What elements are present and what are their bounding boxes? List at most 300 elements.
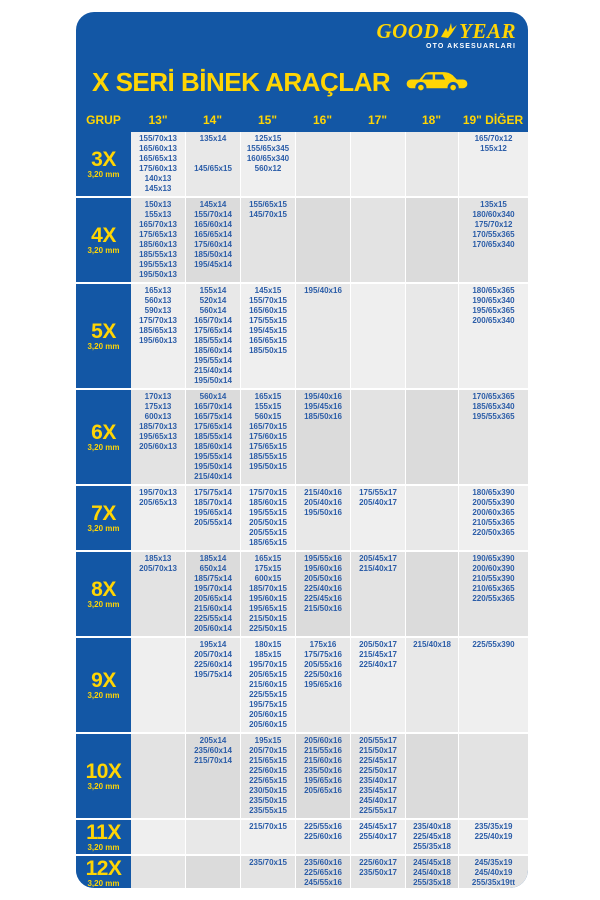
tire-size: 185/55x13 xyxy=(139,250,177,259)
group-thickness: 3,20 mm xyxy=(87,341,120,351)
tire-size: 215/70x15 xyxy=(249,822,287,831)
group-thickness: 3,20 mm xyxy=(87,442,120,452)
tire-size: 165/70x12 xyxy=(474,134,513,143)
tire-size: 165/65x14 xyxy=(194,230,232,239)
tire-size: 195/40x16 xyxy=(304,392,342,401)
size-cell-11x-col13 xyxy=(131,820,185,854)
size-cell-7x-col15 xyxy=(240,486,295,550)
size-cell-7x-col13 xyxy=(131,486,185,550)
tire-size: 195/65x13 xyxy=(139,432,177,441)
tire-size: 185/60x15 xyxy=(249,498,287,507)
tire-size: 205/70x15 xyxy=(249,746,287,755)
tire-size: 145/70x15 xyxy=(249,210,287,219)
tire-size: 185x13 xyxy=(144,554,172,563)
size-cell-11x-col16 xyxy=(295,820,350,854)
size-cell-4x-col15 xyxy=(240,198,295,282)
tire-size: 145x13 xyxy=(144,184,172,193)
tire-size: 225/50x17 xyxy=(359,766,397,775)
tire-size: 205/45x17 xyxy=(359,554,397,563)
size-cell-5x-col15 xyxy=(240,284,295,388)
size-cell-10x-col13 xyxy=(131,734,185,818)
column-header-16: 16" xyxy=(312,113,333,127)
size-cell-3x-col19 xyxy=(458,132,528,196)
group-label-6x xyxy=(76,390,131,484)
tire-size: 185/50x14 xyxy=(194,250,232,259)
tire-size: 225/60x15 xyxy=(249,766,287,775)
size-cell-8x-col13 xyxy=(131,552,185,636)
chart-card xyxy=(76,12,528,888)
size-cell-10x-col14 xyxy=(185,734,240,818)
page-title: X SERİ BİNEK ARAÇLAR xyxy=(92,67,391,97)
tire-size xyxy=(186,144,240,154)
tire-size: 185/65x340 xyxy=(472,402,515,411)
tire-size: 245/45x17 xyxy=(359,822,397,831)
tire-size: 170/65x340 xyxy=(472,240,515,249)
tire-size: 170x13 xyxy=(144,392,172,401)
tire-size: 235/60x16 xyxy=(304,858,342,867)
size-cell-10x-col18 xyxy=(405,734,458,818)
size-cell-6x-col18 xyxy=(405,390,458,484)
tire-size: 220/55x365 xyxy=(472,594,515,603)
tire-size: 195/60x15 xyxy=(249,594,287,603)
tire-size: 195/65x16 xyxy=(304,680,342,689)
tire-size: 155x15 xyxy=(254,402,282,411)
tire-size: 255/35x18 xyxy=(413,842,451,851)
tire-size: 180/65x390 xyxy=(472,488,515,497)
tire-size: 175/55x15 xyxy=(249,316,287,325)
size-cell-8x-col15 xyxy=(240,552,295,636)
tire-size: 165/70x13 xyxy=(139,220,177,229)
tire-size: 185/65x13 xyxy=(139,326,177,335)
size-cell-8x-col14 xyxy=(185,552,240,636)
size-cell-8x-col19 xyxy=(458,552,528,636)
size-cell-6x-col14 xyxy=(185,390,240,484)
group-label-11x xyxy=(76,820,131,854)
tire-size: 195/50x15 xyxy=(249,462,287,471)
size-cell-10x-col16 xyxy=(295,734,350,818)
size-cell-6x-col13 xyxy=(131,390,185,484)
size-cell-5x-col18 xyxy=(405,284,458,388)
group-thickness: 3,20 mm xyxy=(87,878,120,888)
size-cell-11x-col17 xyxy=(350,820,405,854)
group-name: 11X xyxy=(86,820,121,844)
size-cell-11x-col14 xyxy=(185,820,240,854)
tire-size: 175/70x13 xyxy=(139,316,177,325)
size-table xyxy=(76,108,528,888)
tire-size: 225/40x19 xyxy=(474,832,513,841)
size-cell-10x-col17 xyxy=(350,734,405,818)
tire-size: 185/50x15 xyxy=(249,346,287,355)
tire-size: 205/50x17 xyxy=(359,640,397,649)
tire-size: 160/65x340 xyxy=(246,154,290,163)
size-cell-9x-col18 xyxy=(405,638,458,732)
tire-size: 195/55x14 xyxy=(194,356,232,365)
tire-size: 195/60x13 xyxy=(139,336,177,345)
tire-size: 215/60x15 xyxy=(249,680,287,689)
table-row-3x xyxy=(76,132,528,198)
tire-size: 200/60x365 xyxy=(472,508,515,517)
tire-size: 185/70x13 xyxy=(139,422,177,431)
tire-size: 235/70x15 xyxy=(249,858,287,867)
table-header-row xyxy=(76,108,528,132)
size-cell-4x-col16 xyxy=(295,198,350,282)
size-cell-5x-col19 xyxy=(458,284,528,388)
tire-size: 235/35x19 xyxy=(474,822,513,831)
tire-size: 145x14 xyxy=(199,200,227,209)
tire-size: 155/70x15 xyxy=(249,296,287,305)
tire-size: 175/60x15 xyxy=(249,432,287,441)
table-row-10x xyxy=(76,734,528,820)
tire-size: 225/40x16 xyxy=(304,584,342,593)
size-cell-5x-col14 xyxy=(185,284,240,388)
tire-size: 185/60x13 xyxy=(139,240,177,249)
tire-size: 560x13 xyxy=(144,296,172,305)
size-cell-12x-col13 xyxy=(131,856,185,888)
tire-size: 215/60x16 xyxy=(304,756,342,765)
size-cell-12x-col15 xyxy=(240,856,295,888)
tire-size: 195x15 xyxy=(254,736,282,745)
size-cell-8x-col17 xyxy=(350,552,405,636)
group-thickness: 3,20 mm xyxy=(87,690,120,700)
tire-size: 175/75x14 xyxy=(194,488,232,497)
tire-size: 140x13 xyxy=(144,174,172,183)
tire-size: 175/70x12 xyxy=(474,220,513,229)
group-thickness: 3,20 mm xyxy=(87,523,120,533)
tire-size: 520x14 xyxy=(199,296,227,305)
tire-size: 195/50x14 xyxy=(194,462,232,471)
tire-size: 205/70x14 xyxy=(194,650,232,659)
tire-size: 200/55x390 xyxy=(472,498,515,507)
tire-size: 155x13 xyxy=(144,210,172,219)
tire-size: 200/65x340 xyxy=(472,316,515,325)
size-cell-5x-col17 xyxy=(350,284,405,388)
tire-size: 165x13 xyxy=(144,286,172,295)
tire-size: 225/55x16 xyxy=(304,822,342,831)
table-row-4x xyxy=(76,198,528,284)
tire-size: 205/40x16 xyxy=(304,498,342,507)
tire-size: 125x15 xyxy=(254,134,282,143)
tire-size: 195/55x15 xyxy=(249,508,287,517)
tire-size: 195/50x14 xyxy=(194,376,232,385)
tire-size: 215/55x16 xyxy=(304,746,342,755)
tire-size: 175x15 xyxy=(254,564,282,573)
tire-size: 155x12 xyxy=(480,144,507,153)
header xyxy=(76,12,528,108)
tire-size: 225/45x18 xyxy=(413,832,451,841)
tire-size: 255/35x18 xyxy=(413,878,451,887)
tire-size: 235/40x18 xyxy=(413,822,451,831)
tire-size: 600x15 xyxy=(254,574,282,583)
group-thickness: 3,20 mm xyxy=(87,599,120,609)
size-cell-4x-col14 xyxy=(185,198,240,282)
tire-size: 155/65x345 xyxy=(246,144,290,153)
tire-size: 165/60x13 xyxy=(139,144,177,153)
tire-size: 175/65x14 xyxy=(194,422,232,431)
tire-size: 245/40x19 xyxy=(474,868,513,877)
tire-size: 175/75x16 xyxy=(304,650,342,659)
group-label-5x xyxy=(76,284,131,388)
tire-size: 560x14 xyxy=(199,306,227,315)
tire-size: 235/50x15 xyxy=(249,796,287,805)
logo-text-year: YEAR xyxy=(459,19,516,43)
table-row-8x xyxy=(76,552,528,638)
size-cell-11x-col15 xyxy=(240,820,295,854)
tire-size: 590x13 xyxy=(144,306,172,315)
size-cell-9x-col16 xyxy=(295,638,350,732)
size-cell-3x-col14 xyxy=(185,132,240,196)
group-name: 8X xyxy=(91,577,116,601)
tire-size: 190/65x390 xyxy=(472,554,515,563)
size-cell-10x-col19 xyxy=(458,734,528,818)
group-thickness: 3,20 mm xyxy=(87,842,120,852)
tire-size: 205/65x14 xyxy=(194,594,232,603)
group-label-7x xyxy=(76,486,131,550)
tire-size: 205/55x17 xyxy=(359,736,397,745)
tire-size: 175/55x17 xyxy=(359,488,397,497)
tire-size: 225/60x14 xyxy=(194,660,232,669)
size-cell-3x-col13 xyxy=(131,132,185,196)
group-label-10x xyxy=(76,734,131,818)
table-row-7x xyxy=(76,486,528,552)
size-cell-12x-col17 xyxy=(350,856,405,888)
tire-size: 175/65x15 xyxy=(249,442,287,451)
tire-size: 225/55x15 xyxy=(249,690,287,699)
tire-size: 165/75x14 xyxy=(194,412,232,421)
tire-size: 235/55x15 xyxy=(249,806,287,815)
tire-size: 185/55x15 xyxy=(249,452,287,461)
tire-size: 225/45x17 xyxy=(359,756,397,765)
tire-size: 195/65x15 xyxy=(249,604,287,613)
table-row-6x xyxy=(76,390,528,486)
tire-size: 255/40x17 xyxy=(359,832,397,841)
tire-size: 195/55x14 xyxy=(194,452,232,461)
tire-size: 145x15 xyxy=(254,286,282,295)
tire-size: 215/40x14 xyxy=(194,366,232,375)
size-cell-7x-col18 xyxy=(405,486,458,550)
tire-size: 205/65x15 xyxy=(249,670,287,679)
size-cell-7x-col19 xyxy=(458,486,528,550)
tire-size: 135x15 xyxy=(480,200,507,209)
tire-size: 225/65x15 xyxy=(249,776,287,785)
tire-size: 205/55x15 xyxy=(249,528,287,537)
tire-size: 215/40x14 xyxy=(194,472,232,481)
tire-size: 600x13 xyxy=(144,412,172,421)
tire-size: 195/75x14 xyxy=(194,670,232,679)
size-cell-6x-col19 xyxy=(458,390,528,484)
tire-size: 195/55x13 xyxy=(139,260,177,269)
tire-size: 215/45x17 xyxy=(359,650,397,659)
size-cell-7x-col16 xyxy=(295,486,350,550)
tire-size: 245/45x18 xyxy=(413,858,451,867)
group-label-4x xyxy=(76,198,131,282)
tire-size: 255/35x19tt xyxy=(471,878,516,887)
size-cell-9x-col17 xyxy=(350,638,405,732)
tire-size xyxy=(186,154,240,164)
tire-size: 215/40x17 xyxy=(359,564,397,573)
tire-size: 185/65x15 xyxy=(249,538,287,547)
tire-size: 175x16 xyxy=(309,640,337,649)
tire-size: 175/60x13 xyxy=(139,164,177,173)
size-cell-9x-col15 xyxy=(240,638,295,732)
tire-size: 185/60x14 xyxy=(194,442,232,451)
tire-size: 195x14 xyxy=(199,640,227,649)
group-name: 10X xyxy=(85,759,122,783)
goodyear-wingfoot-icon xyxy=(439,22,459,40)
size-cell-3x-col16 xyxy=(295,132,350,196)
size-cell-6x-col17 xyxy=(350,390,405,484)
column-header-14: 14" xyxy=(202,113,223,127)
group-name: 5X xyxy=(91,319,116,343)
tire-size: 165/65x13 xyxy=(139,154,177,163)
tire-size: 195/40x16 xyxy=(304,286,342,295)
group-name: 4X xyxy=(91,223,116,247)
tire-size: 195/45x16 xyxy=(304,402,342,411)
size-cell-5x-col13 xyxy=(131,284,185,388)
tire-size: 215/40x16 xyxy=(304,488,342,497)
tire-size: 235/40x17 xyxy=(359,776,397,785)
group-label-12x xyxy=(76,856,131,888)
group-name: 7X xyxy=(91,501,116,525)
tire-size: 185/70x14 xyxy=(194,498,232,507)
tire-size: 195/50x13 xyxy=(139,270,177,279)
tire-size: 185/60x14 xyxy=(194,346,232,355)
size-cell-8x-col18 xyxy=(405,552,458,636)
size-table-body xyxy=(76,132,528,888)
size-cell-4x-col18 xyxy=(405,198,458,282)
size-cell-12x-col16 xyxy=(295,856,350,888)
tire-size: 185/55x14 xyxy=(194,432,232,441)
tire-size: 170/55x365 xyxy=(472,230,515,239)
tire-size: 175/70x15 xyxy=(249,488,287,497)
table-row-12x xyxy=(76,856,528,888)
size-cell-12x-col18 xyxy=(405,856,458,888)
tire-size: 215/65x15 xyxy=(249,756,287,765)
tire-size: 195/75x15 xyxy=(249,700,287,709)
tire-size: 225/55x14 xyxy=(194,614,232,623)
goodyear-logo xyxy=(376,21,516,50)
tire-size: 195/65x14 xyxy=(194,508,232,517)
size-cell-5x-col16 xyxy=(295,284,350,388)
tire-size: 225/40x17 xyxy=(359,660,397,669)
size-cell-9x-col19 xyxy=(458,638,528,732)
tire-size: 135x14 xyxy=(199,134,227,143)
tire-size: 185/70x15 xyxy=(249,584,287,593)
group-label-9x xyxy=(76,638,131,732)
table-row-11x xyxy=(76,820,528,856)
tire-size: 175x13 xyxy=(144,402,172,411)
tire-size: 235/60x14 xyxy=(194,746,232,755)
tire-size: 165/60x15 xyxy=(249,306,287,315)
size-cell-11x-col18 xyxy=(405,820,458,854)
tire-size: 165/65x15 xyxy=(249,336,287,345)
sedan-car-icon xyxy=(406,69,468,95)
group-name: 9X xyxy=(91,668,116,692)
size-cell-10x-col15 xyxy=(240,734,295,818)
group-thickness: 3,20 mm xyxy=(87,245,120,255)
tire-size: 205/65x16 xyxy=(304,786,342,795)
tire-size: 165/70x14 xyxy=(194,402,232,411)
tire-size: 175/65x13 xyxy=(139,230,177,239)
tire-size: 185/50x16 xyxy=(304,412,342,421)
size-cell-9x-col13 xyxy=(131,638,185,732)
tire-size: 215/70x14 xyxy=(194,756,232,765)
group-name: 12X xyxy=(85,856,122,880)
tire-size: 205/60x15 xyxy=(249,710,287,719)
size-cell-12x-col19 xyxy=(458,856,528,888)
tire-size: 180x15 xyxy=(254,640,282,649)
tire-size: 155/65x15 xyxy=(249,200,287,209)
size-cell-12x-col14 xyxy=(185,856,240,888)
tire-size: 205/50x16 xyxy=(304,574,342,583)
tire-size: 225/45x16 xyxy=(304,594,342,603)
tire-size: 195/45x14 xyxy=(194,260,232,269)
tire-size: 145/65x15 xyxy=(194,164,232,173)
tire-size: 215/40x18 xyxy=(413,640,451,649)
tire-size: 205/60x14 xyxy=(194,624,232,633)
tire-size: 205/50x15 xyxy=(249,518,287,527)
tire-size: 205x14 xyxy=(199,736,227,745)
group-label-3x xyxy=(76,132,131,196)
tire-size: 165/60x14 xyxy=(194,220,232,229)
column-header-17: 17" xyxy=(367,113,388,127)
tire-size: 180/65x365 xyxy=(472,286,515,295)
size-cell-3x-col18 xyxy=(405,132,458,196)
size-cell-6x-col15 xyxy=(240,390,295,484)
tire-size: 215/60x14 xyxy=(194,604,232,613)
tire-size: 175/60x14 xyxy=(194,240,232,249)
tire-size: 225/60x17 xyxy=(359,858,397,867)
tire-size: 205/60x16 xyxy=(304,736,342,745)
tire-size: 210/65x365 xyxy=(472,584,515,593)
tire-size: 195/65x16 xyxy=(304,776,342,785)
tire-size: 185x14 xyxy=(199,554,227,563)
tire-size: 230/50x15 xyxy=(249,786,287,795)
column-header-18: 18" xyxy=(421,113,442,127)
tire-size: 245/35x19 xyxy=(474,858,513,867)
tire-size: 560x12 xyxy=(254,164,282,173)
size-cell-4x-col17 xyxy=(350,198,405,282)
tire-size: 155/70x13 xyxy=(139,134,177,143)
tire-size: 185x15 xyxy=(254,650,282,659)
logo-text-good: GOOD xyxy=(376,19,440,43)
tire-size: 195/70x14 xyxy=(194,584,232,593)
tire-size: 205/55x16 xyxy=(304,660,342,669)
size-cell-3x-col17 xyxy=(350,132,405,196)
tire-size: 185/75x14 xyxy=(194,574,232,583)
tire-size: 205/55x14 xyxy=(194,518,232,527)
size-cell-9x-col14 xyxy=(185,638,240,732)
tire-size: 180/60x340 xyxy=(472,210,515,219)
column-header-15: 15" xyxy=(257,113,278,127)
tire-size: 165x15 xyxy=(254,554,282,563)
tire-size: 155x14 xyxy=(199,286,227,295)
tire-size: 165/70x14 xyxy=(194,316,232,325)
tire-size: 225/50x15 xyxy=(249,624,287,633)
tire-size: 220/50x365 xyxy=(472,528,515,537)
tire-size: 195/45x15 xyxy=(249,326,287,335)
tire-size: 215/50x16 xyxy=(304,604,342,613)
tire-size: 150x13 xyxy=(144,200,172,209)
tire-size: 205/65x13 xyxy=(139,498,177,507)
group-name: 3X xyxy=(91,147,116,171)
tire-size: 235/45x17 xyxy=(359,786,397,795)
size-cell-7x-col14 xyxy=(185,486,240,550)
column-header-grup: GRUP xyxy=(86,113,121,127)
tire-size: 235/50x16 xyxy=(304,766,342,775)
size-cell-7x-col17 xyxy=(350,486,405,550)
size-cell-4x-col19 xyxy=(458,198,528,282)
column-header-13: 13" xyxy=(148,113,168,127)
